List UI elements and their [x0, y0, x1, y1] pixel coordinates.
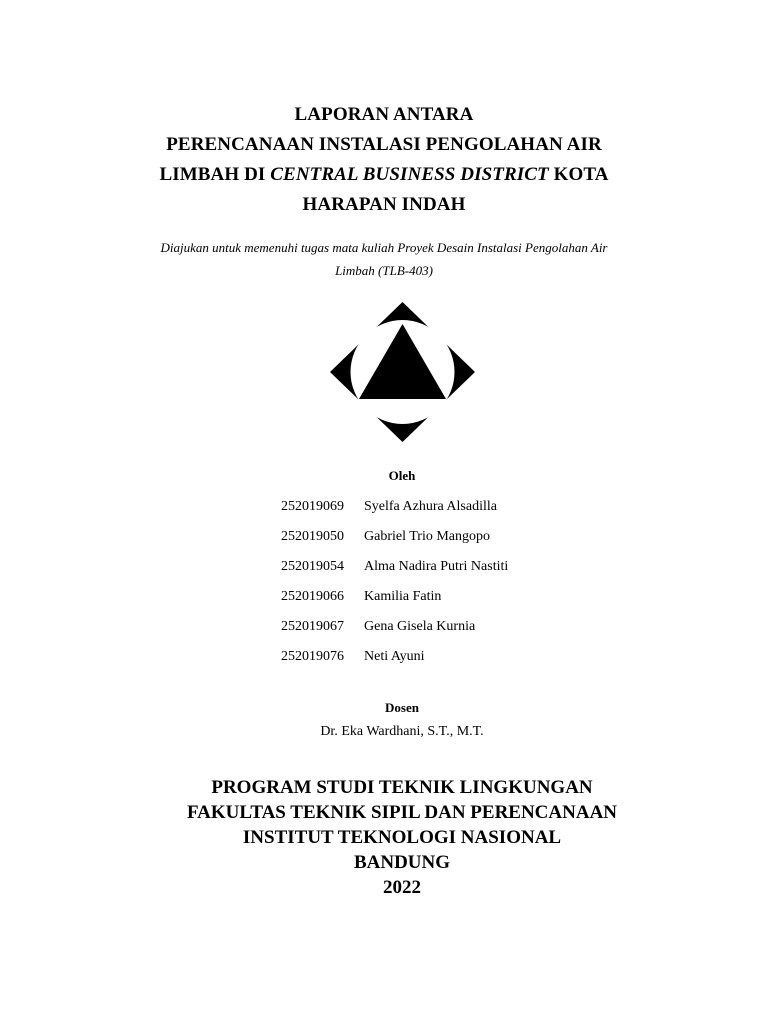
title-line-3-prefix: LIMBAH DI — [159, 164, 271, 185]
member-nim: 252019076 — [281, 649, 344, 664]
title-line-2: PERENCANAAN INSTALASI PENGOLAHAN AIR — [166, 134, 602, 155]
list-item — [281, 492, 601, 522]
institution-block — [0, 775, 768, 900]
university-name: INSTITUT TEKNOLOGI NASIONAL — [242, 827, 562, 848]
authors-list — [281, 492, 601, 672]
city-name: BANDUNG — [353, 852, 451, 873]
member-name: Alma Nadira Putri Nastiti — [364, 559, 509, 574]
list-item — [281, 612, 601, 642]
faculty-name: FAKULTAS TEKNIK SIPIL DAN PERENCANAAN — [186, 802, 618, 823]
member-nim: 252019069 — [281, 499, 344, 514]
itenas-logo-icon — [330, 302, 475, 442]
member-name: Neti Ayuni — [364, 649, 425, 664]
subtitle-line-2: Limbah (TLB-403) — [335, 263, 433, 278]
title-line-1: LAPORAN ANTARA — [294, 104, 474, 125]
title-line-3 — [0, 160, 768, 190]
list-item — [281, 582, 601, 612]
list-item — [281, 642, 601, 672]
report-subtitle — [0, 236, 768, 282]
program-name: PROGRAM STUDI TEKNIK LINGKUNGAN — [211, 777, 593, 798]
title-line-4: HARAPAN INDAH — [302, 194, 466, 215]
member-nim: 252019067 — [281, 619, 344, 634]
member-nim: 252019054 — [281, 559, 344, 574]
member-nim: 252019050 — [281, 529, 344, 544]
member-nim: 252019066 — [281, 589, 344, 604]
member-name: Kamilia Fatin — [364, 589, 442, 604]
authors-label: Oleh — [388, 468, 416, 483]
list-item — [281, 522, 601, 552]
lecturer-name: Dr. Eka Wardhani, S.T., M.T. — [320, 724, 484, 739]
title-line-3-suffix: KOTA — [548, 164, 609, 185]
report-title — [0, 100, 768, 220]
report-year: 2022 — [383, 877, 421, 898]
list-item — [281, 552, 601, 582]
member-name: Syelfa Azhura Alsadilla — [364, 499, 497, 514]
member-name: Gena Gisela Kurnia — [364, 619, 476, 634]
subtitle-line-1: Diajukan untuk memenuhi tugas mata kuliah Proyek Desain Instalasi Pengolahan Air — [160, 240, 608, 255]
lecturer-label: Dosen — [385, 700, 419, 715]
member-name: Gabriel Trio Mangopo — [364, 529, 490, 544]
title-line-3-italic: CENTRAL BUSINESS DISTRICT — [270, 164, 549, 185]
